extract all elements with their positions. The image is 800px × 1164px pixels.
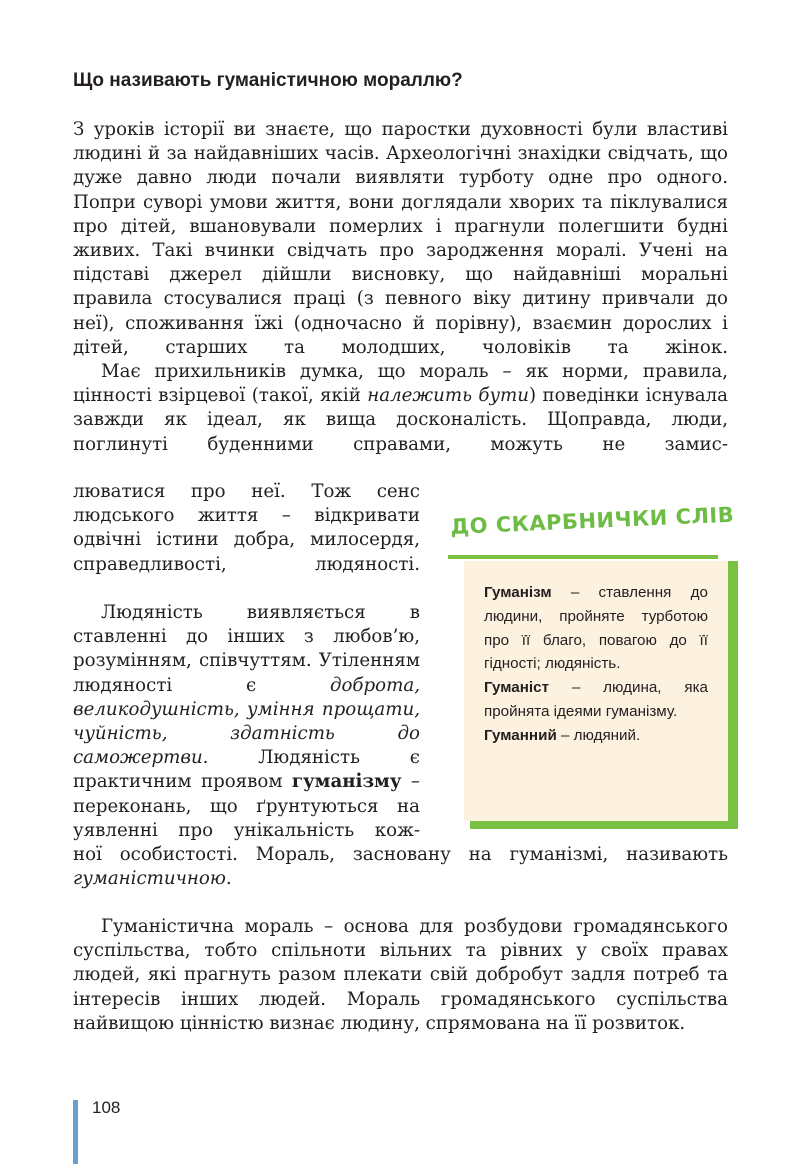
text-segment: – переконань, що ґрунтуються на уявленні про унікальність кож- xyxy=(73,771,420,841)
paragraph-ideal-continued: люватися про неї. Тож сенс людського життя – відкривати одвічні істини добра, милосердя, справедливості, людяності. xyxy=(73,481,420,575)
vocab-definition: – людина, яка пройнята ідеями гуманізму. xyxy=(484,679,708,720)
sidebar-title: ДО СКАРБНИЧКИ СЛІВ xyxy=(449,502,735,539)
paragraph-civil-society: Гуманістична мораль – основа для розбудови громадянського суспільства, тобто спільноти вільних та рівних у своїх правах людей, які прагнуть разом плекати свій добробут задля потреб та інтересів інших людей. Мораль громадянського суспільства найвищою цінністю визнає людину, спрямована на її розвиток. xyxy=(73,916,728,1034)
sidebar-underline xyxy=(448,555,718,559)
text-segment: Людяність є практичним проявом xyxy=(73,747,420,793)
page-number: 108 xyxy=(92,1098,121,1117)
italic-phrase: належить бути xyxy=(367,385,530,407)
vocab-entry xyxy=(484,724,708,748)
vocab-term: Гуманний xyxy=(484,726,557,744)
vocab-term: Гуманізм xyxy=(484,584,552,601)
section-heading: Що називають гуманістичною мораллю? xyxy=(73,70,463,91)
vocab-definition: – ставлення до людини, пройняте турботою про її благо, повагою до її гідності; людяність. xyxy=(484,584,708,673)
paragraph-humanity xyxy=(73,601,420,843)
bold-term: гуманізму xyxy=(291,771,402,793)
text-segment: . xyxy=(225,868,232,890)
vocab-entry xyxy=(484,676,708,724)
paragraph-humanity-continued xyxy=(73,843,728,891)
text-segment: Людяність виявляється в ставленні до інших з любов’ю, розумінням, співчуттям. Утіленням людяності є xyxy=(73,602,420,696)
paragraph-ideal xyxy=(73,360,728,457)
vocab-definition: – людяний. xyxy=(556,726,641,744)
paragraph-history: З уроків історії ви знаєте, що паростки духовності були властиві людині й за найдавніших часів. Археологічні знахідки свідчать, що дуже давно люди почали виявляти турботу одне про одного. Попри суворі умови життя, вони доглядали хворих та піклувалися про дітей, вшановували померлих і прагнули полегшити будні живих. Такі вчинки свідчать про зародження моралі. Учені на підставі джерел дійшли висновку, що найдавніші моральні правила стосувалися праці (з певного віку дитину привчали до неї), споживання їжі (одночасно й порівну), взаємин дорослих і дітей, старших та молодших, чоловіків та жінок. xyxy=(73,119,728,358)
vocab-term: Гуманіст xyxy=(484,679,550,697)
text-segment: ної особистості. Мораль, засновану на гуманізмі, називають xyxy=(73,844,728,865)
text-segment: ) поведінки існувала завжди як ідеал, як вища досконалість. Щоправда, люди, поглинуті буденними справами, можуть не замис- xyxy=(73,385,728,455)
italic-phrase: гуманістичною xyxy=(73,868,226,890)
page-number-bar xyxy=(73,1100,78,1164)
italic-phrase: доброта, великодушність, уміння прощати, чуйність, здатність до саможертви. xyxy=(73,674,420,769)
sidebar-content xyxy=(464,561,728,821)
vocab-entry xyxy=(484,581,708,676)
text-segment: Має прихильників думка, що мораль – як норми, правила, цінності взірцевої (такої, якій xyxy=(73,361,728,407)
vocabulary-sidebar xyxy=(448,502,738,830)
